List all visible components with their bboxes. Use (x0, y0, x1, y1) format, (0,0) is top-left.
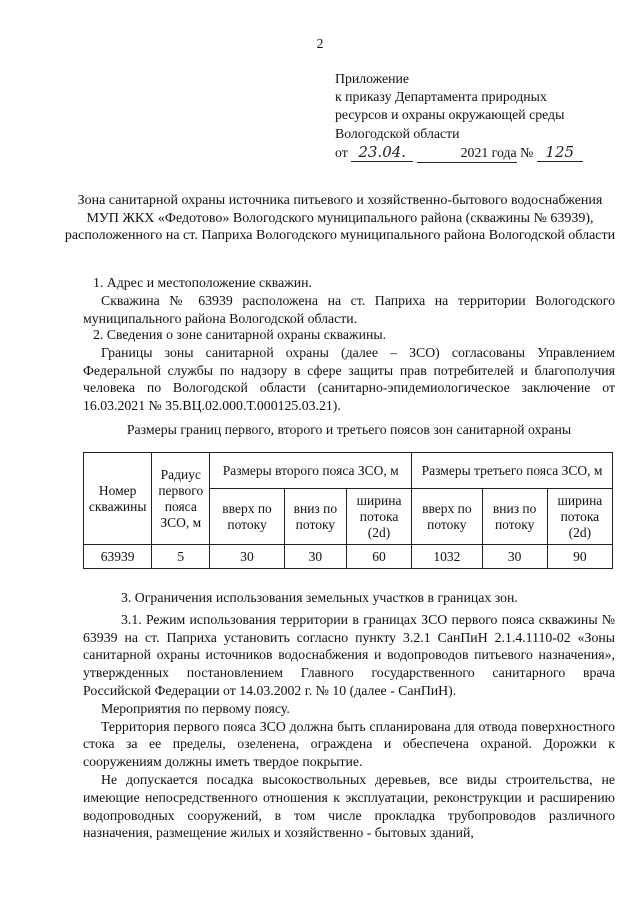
paragraph: Не допускается посадка высокоствольных деревьев, все виды строительства, не имеющие непосредственного отношения к эксплуатации, реконструкции и расширению водопроводных сооружений, в том числе прокладка трубопроводов различного назначения, размещение жилых и хозяйственно - бытовых зданий, (83, 771, 615, 841)
subheader-downstream: вниз по потоку (284, 489, 346, 545)
appendix-line: к приказу Департамента природных (335, 89, 547, 105)
subheader-downstream: вниз по потоку (482, 489, 547, 545)
header-second-belt: Размеры второго пояса ЗСО, м (210, 453, 412, 489)
paragraph: 3.1. Режим использования территории в границах ЗСО первого пояса скважины № 63939 на ст. Паприха установить согласно пункту 3.2.1 СанПиН 2.1.4.1110-02 «Зоны санитарной охраны источников водоснабжения и водопроводов питьевого назначения», утвержденных постановлением Главного государственного санитарного врача Российской Федерации от 14.03.2002 г. № 10 (далее - СанПиН). (83, 611, 615, 698)
table-cell: 5 (152, 545, 210, 569)
appendix-line: Приложение (335, 71, 410, 86)
order-date-line (335, 143, 583, 163)
paragraph: Территория первого пояса ЗСО должна быть спланирована для отвода поверхностного стока за ее пределы, озеленена, ограждена и обеспечена охраной. Дорожки к сооружениям должны иметь твердое покрытие. (83, 718, 615, 770)
header-radius: Радиус первого пояса ЗСО, м (152, 453, 210, 545)
header-well-number: Номер скважины (84, 453, 152, 545)
table-cell: 30 (482, 545, 547, 569)
date-prefix: от (335, 144, 348, 160)
table-cell: 30 (284, 545, 346, 569)
table-cell: 63939 (84, 545, 152, 569)
section-heading: 3. Ограничения использования земельных участков в границах зон. (121, 590, 518, 605)
section-1 (83, 274, 615, 327)
zone-sizes-table (83, 452, 613, 569)
table-row (84, 545, 613, 569)
subheader-width: ширина потока (2d) (346, 489, 411, 545)
table-cell: 1032 (412, 545, 482, 569)
paragraph: Скважина № 63939 расположена на ст. Паприха на территории Вологодского муниципального района Вологодской области. (83, 292, 615, 326)
paragraph: Мероприятия по первому поясу. (101, 700, 290, 716)
number-sign: № (520, 144, 534, 160)
subheader-width: ширина потока (2d) (547, 489, 612, 545)
table-caption: Размеры границ первого, второго и третьего поясов зон санитарной охраны (126, 422, 572, 437)
page-number: 2 (316, 36, 324, 51)
subheader-upstream: вверх по потоку (412, 489, 482, 545)
appendix-block (335, 70, 583, 163)
handwritten-date: 23.04. (351, 143, 413, 162)
handwritten-number: 125 (537, 143, 583, 162)
paragraph: Границы зоны санитарной охраны (далее – ЗСО) согласованы Управлением Федеральной службы по надзору в сфере защиты прав потребителей и благополучия человека по Вологодской области (санитарно-эпидемиологическое заключение от 16.03.2021 № 35.ВЦ.02.000.Т.000125.03.21). (83, 344, 615, 414)
subheader-upstream: вверх по потоку (210, 489, 285, 545)
document-title: Зона санитарной охраны источника питьевого и хозяйственно-бытового водоснабжения МУП ЖКХ «Федотово» Вологодского муниципального района (скважины № 63939), расположенного на ст. Паприха Вологодского муниципального района Вологодской области (64, 193, 616, 244)
appendix-line: ресурсов и охраны окружающей среды (335, 107, 565, 123)
section-heading: 2. Сведения о зоне санитарной охраны скважины. (93, 327, 387, 342)
order-year: 2021 года (417, 144, 517, 163)
section-3 (83, 589, 615, 842)
section-heading: 1. Адрес и местоположение скважин. (93, 275, 313, 290)
table-cell: 30 (210, 545, 285, 569)
table-cell: 90 (547, 545, 612, 569)
section-2 (83, 326, 615, 415)
appendix-line: Вологодской области (335, 125, 460, 141)
header-third-belt: Размеры третьего пояса ЗСО, м (412, 453, 613, 489)
table-cell: 60 (346, 545, 411, 569)
